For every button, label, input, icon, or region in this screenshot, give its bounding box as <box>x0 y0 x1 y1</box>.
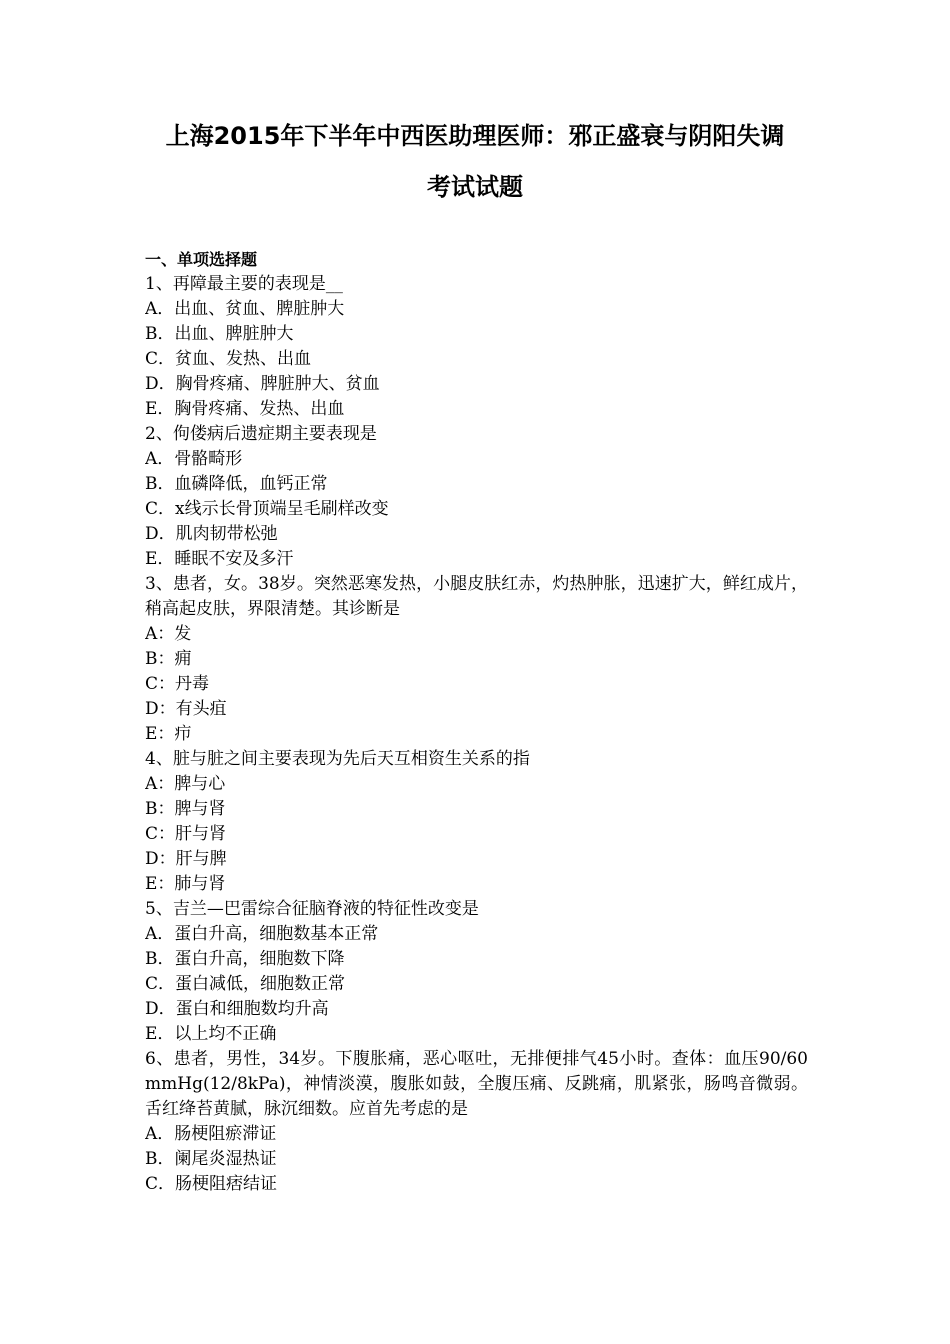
answer-option: A：脾与心 <box>145 774 226 794</box>
answer-option: B．蛋白升高，细胞数下降 <box>145 949 345 969</box>
answer-option: C．蛋白减低，细胞数正常 <box>145 974 346 994</box>
answer-option: C：肝与肾 <box>145 824 227 844</box>
answer-option: B：脾与肾 <box>145 799 226 819</box>
question-stem: 4、脏与脏之间主要表现为先后天互相资生关系的指 <box>145 749 530 769</box>
answer-option: B：痈 <box>145 649 192 669</box>
answer-option: D：肝与脾 <box>145 849 227 869</box>
question-stem: 2、佝偻病后遗症期主要表现是 <box>145 424 377 444</box>
answer-option: E：疖 <box>145 724 192 744</box>
answer-option: D．蛋白和细胞数均升高 <box>145 999 329 1019</box>
document-body <box>145 247 808 1197</box>
answer-option: C．贫血、发热、出血 <box>145 349 312 369</box>
answer-option: E．胸骨疼痛、发热、出血 <box>145 399 345 419</box>
answer-option: A．蛋白升高，细胞数基本正常 <box>145 924 379 944</box>
answer-option: D．胸骨疼痛、脾脏肿大、贫血 <box>145 374 380 394</box>
question-stem: 1、再障最主要的表现是__ <box>145 274 343 294</box>
answer-option: B．阑尾炎湿热证 <box>145 1149 277 1169</box>
answer-option: E．睡眠不安及多汗 <box>145 549 294 569</box>
answer-option: E．以上均不正确 <box>145 1024 277 1044</box>
answer-option: A．出血、贫血、脾脏肿大 <box>145 299 345 319</box>
document-title-line-2: 考试试题 <box>427 173 523 201</box>
question-stem: 5、吉兰—巴雷综合征脑脊液的特征性改变是 <box>145 899 479 919</box>
answer-option: C．肠梗阻痞结证 <box>145 1174 278 1194</box>
document-title-line-1: 上海2015年下半年中西医助理医师：邪正盛衰与阴阳失调 <box>165 122 785 150</box>
answer-option: A．骨骼畸形 <box>145 449 243 469</box>
answer-option: A．肠梗阻瘀滞证 <box>145 1124 277 1144</box>
answer-option: B．出血、脾脏肿大 <box>145 324 294 344</box>
answer-option: D．肌肉韧带松弛 <box>145 524 278 544</box>
answer-option: B．血磷降低，血钙正常 <box>145 474 328 494</box>
question-stem: 6、患者，男性，34岁。下腹胀痛，恶心呕吐，无排便排气45小时。查体：血压90/60mmHg(12/8kPa)，神情淡漠，腹胀如鼓，全腹压痛、反跳痛，肌紧张，肠鸣音微弱。舌红绛苔黄腻，脉沉细数。应首先考虑的是 <box>145 1049 808 1119</box>
question-stem: 3、患者，女。38岁。突然恶寒发热，小腿皮肤红赤，灼热肿胀，迅速扩大，鲜红成片，稍高起皮肤，界限清楚。其诊断是 <box>145 574 808 619</box>
answer-option: E：肺与肾 <box>145 874 226 894</box>
answer-option: A：发 <box>145 624 192 644</box>
answer-option: D：有头疽 <box>145 699 227 719</box>
answer-option: C：丹毒 <box>145 674 210 694</box>
section-heading: 一、单项选择题 <box>145 250 258 269</box>
answer-option: C．x线示长骨顶端呈毛刷样改变 <box>145 499 389 519</box>
